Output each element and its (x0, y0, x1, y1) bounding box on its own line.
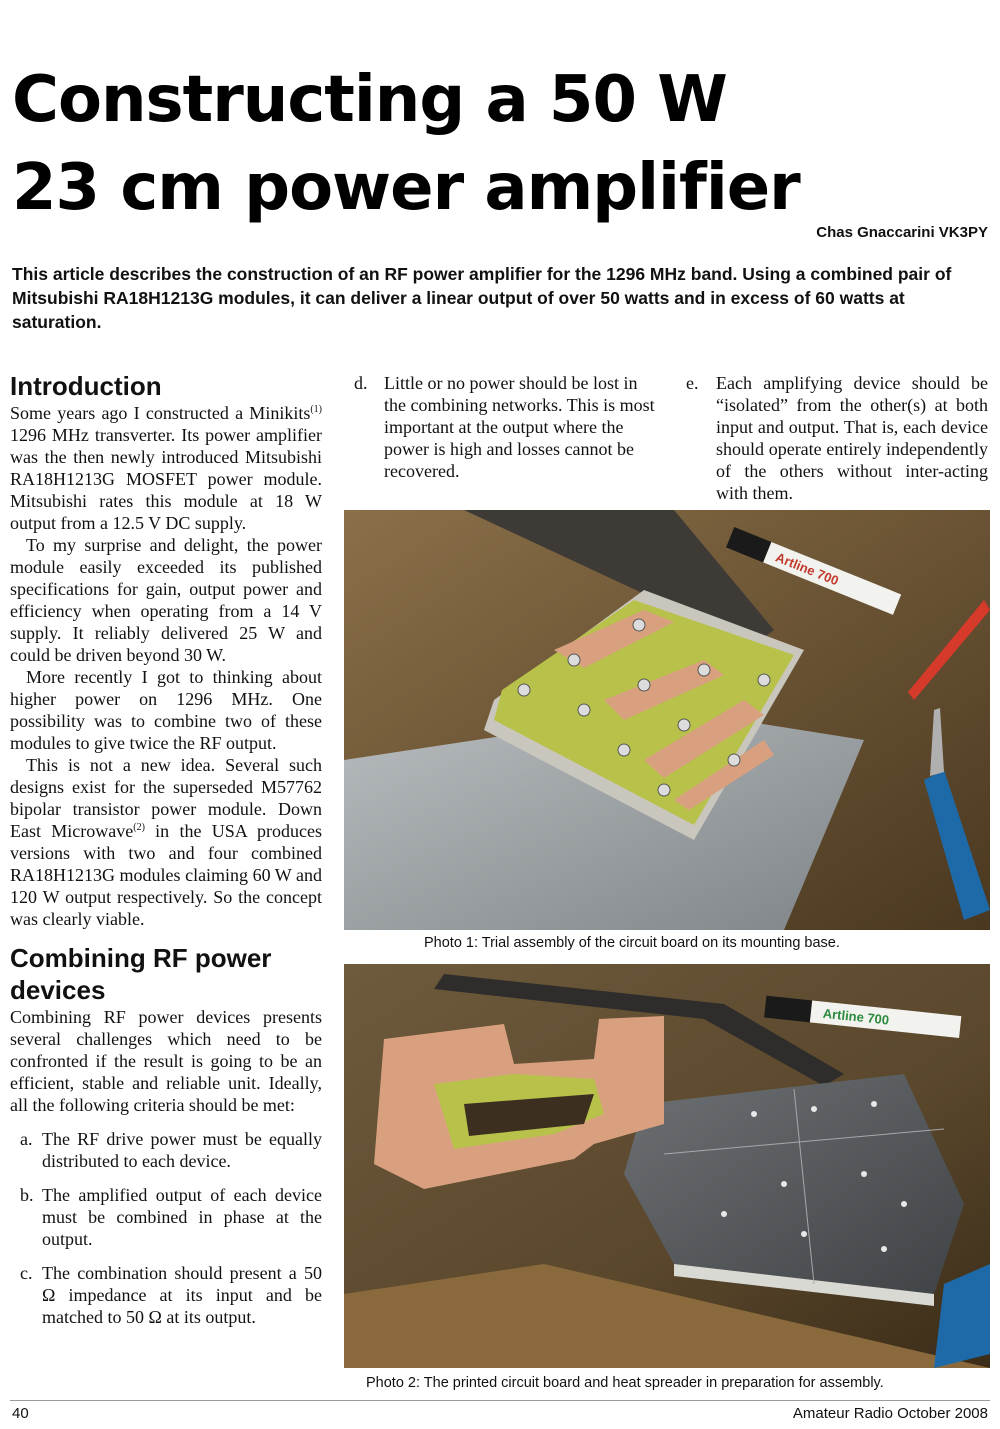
criterion-text: Little or no power should be lost in the combining networks. This is most important at the output where the power is high and losses cannot be recovered. (384, 373, 655, 481)
combining-heading-line-2: devices (10, 975, 106, 1005)
photo-2-caption: Photo 2: The printed circuit board and heat spreader in preparation for assembly. (366, 1375, 884, 1391)
criterion-d (354, 372, 658, 482)
criterion-letter: b. (20, 1185, 34, 1205)
title-line-2: 23 cm power amplifier (12, 151, 800, 225)
middle-column (354, 372, 658, 482)
combining-heading-line-1: Combining RF power (10, 943, 272, 973)
publication-info: Amateur Radio October 2008 (792, 1405, 988, 1422)
intro-heading: Introduction (10, 371, 162, 401)
criterion-letter: a. (20, 1129, 33, 1149)
reference-1: (1) (310, 404, 322, 415)
criterion-letter: e. (686, 373, 699, 393)
photo-1 (344, 510, 990, 930)
intro-paragraph-4 (10, 754, 322, 930)
criteria-list-left (10, 1128, 322, 1328)
photo-1-caption: Photo 1: Trial assembly of the circuit board on its mounting base. (424, 935, 840, 951)
criterion-b (20, 1184, 322, 1250)
reference-2: (2) (133, 822, 145, 833)
photo-2-image (344, 964, 990, 1368)
title-line-1: Constructing a 50 W (12, 63, 727, 137)
right-column (686, 372, 988, 504)
footer-rule (10, 1400, 990, 1401)
standfirst: This article describes the construction of an RF power amplifier for the 1296 MHz band. Using a combined pair of Mitsubishi RA18H1213G modules, it can deliver a linear output of over 50 watts and in excess of 60 watts at saturation. (12, 264, 952, 332)
intro-p4-text-a: This is not a new idea. Several such designs exist for the superseded M57762 bipolar transistor power module. Down East Microwave (10, 755, 322, 841)
marker-label: Artline 700 (773, 549, 841, 589)
photo-2 (344, 964, 990, 1368)
criterion-text: The combination should present a 50 Ω impedance at its input and be matched to 50 Ω at its output. (42, 1263, 322, 1327)
left-column (10, 370, 322, 1340)
combining-paragraph-1: Combining RF power devices presents several challenges which need to be confronted if the result is going to be an efficient, stable and reliable unit. Ideally, all the following criteria should be met: (10, 1007, 322, 1115)
intro-paragraph-2: To my surprise and delight, the power module easily exceeded its published specifications for gain, output power and efficiency when operating from a 14 V supply. It reliably delivered 25 W and could be driven beyond 30 W. (10, 535, 322, 665)
criterion-text: The amplified output of each device must be combined in phase at the output. (42, 1185, 322, 1249)
intro-p1-text-a: Some years ago I constructed a Minikits (10, 403, 311, 423)
page-number: 40 (12, 1405, 29, 1422)
criterion-text: Each amplifying device should be “isolated” from the other(s) at both input and output. That is, each device should operate entirely independently of the others without inter-acting with them. (716, 373, 988, 503)
intro-paragraph-3: More recently I got to thinking about higher power on 1296 MHz. One possibility was to combine two of these modules to give twice the RF output. (10, 667, 322, 753)
intro-p1-text-b: 1296 MHz transverter. Its power amplifier was the then newly introduced Mitsubishi RA18H1213G MOSFET power module. Mitsubishi rates this module at 18 W output from a 12.5 V DC supply. (10, 425, 322, 533)
criterion-a (20, 1128, 322, 1172)
criterion-text: The RF drive power must be equally distributed to each device. (42, 1129, 322, 1171)
intro-paragraph-1 (10, 402, 322, 534)
criterion-letter: c. (20, 1263, 33, 1283)
author-byline: Chas Gnaccarini VK3PY (816, 224, 988, 241)
criterion-e (686, 372, 988, 504)
article-title (12, 56, 992, 232)
marker-label: Artline 700 (822, 1005, 890, 1028)
photo-1-image (344, 510, 990, 930)
criterion-c (20, 1262, 322, 1328)
intro-p4-text-b: in the USA produces versions with two and four combined RA18H1213G modules claiming 60 W and 120 W output respectively. So the concept was clearly viable. (10, 821, 322, 929)
criterion-letter: d. (354, 373, 368, 393)
combining-heading (10, 942, 322, 1006)
